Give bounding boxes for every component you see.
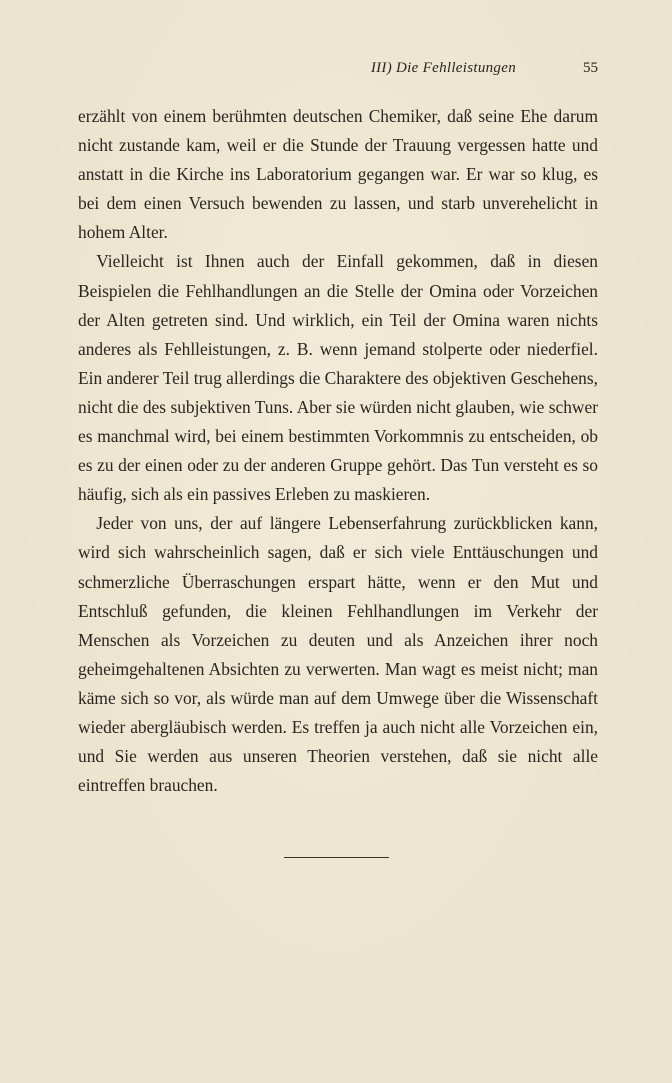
section-end-rule [284, 857, 389, 858]
running-header [78, 60, 598, 84]
paragraph-lebenserfahrung: Jeder von uns, der auf längere Lebenserfahrung zurückblicken kann, wird sich wahrscheinlich sagen, daß er sich viele Enttäuschungen und schmerzliche Überraschungen erspart hätte, wenn er den Mut und Entschluß gefunden, die kleinen Fehlhandlungen im Verkehr der Menschen als Vorzeichen zu deuten und als Anzeichen ihrer noch geheimgehaltenen Absichten zu verwerten. Man wagt es meist nicht; man käme sich so vor, als würde man auf dem Umwege über die Wissenschaft wieder abergläubisch werden. Es treffen ja auch nicht alle Vorzeichen ein, und Sie werden aus unseren Theorien verstehen, daß sie nicht alle eintreffen brauchen. [78, 513, 598, 796]
paragraph-omina: Vielleicht ist Ihnen auch der Einfall gekommen, daß in diesen Beispielen die Fehlhandlungen an die Stelle der Omina oder Vorzeichen der Alten getreten sind. Und wirklich, ein Teil der Omina waren nichts anderes als Fehlleistungen, z. B. wenn jemand stolperte oder niederfiel. Ein anderer Teil trug allerdings die Charaktere des objektiven Geschehens, nicht die des subjektiven Tuns. Aber sie würden nicht glauben, wie schwer es manchmal wird, bei einem bestimmten Vorkommnis zu entscheiden, ob es zu der einen oder zu der anderen Gruppe gehört. Das Tun versteht es so häufig, sich als ein passives Erleben zu maskieren. [78, 251, 598, 505]
body-text [78, 102, 598, 800]
paragraph-continued: erzählt von einem berühmten deutschen Chemiker, daß seine Ehe darum nicht zustande kam, weil er die Stunde der Trauung vergessen hatte und anstatt in die Kirche ins Laboratorium gegangen war. Er war so klug, es bei dem einen Versuch bewenden zu lassen, und starb unverehelicht in hohem Alter. [78, 106, 598, 243]
page-number: 55 [583, 60, 598, 76]
running-title: III) Die Fehlleistungen [370, 60, 516, 76]
